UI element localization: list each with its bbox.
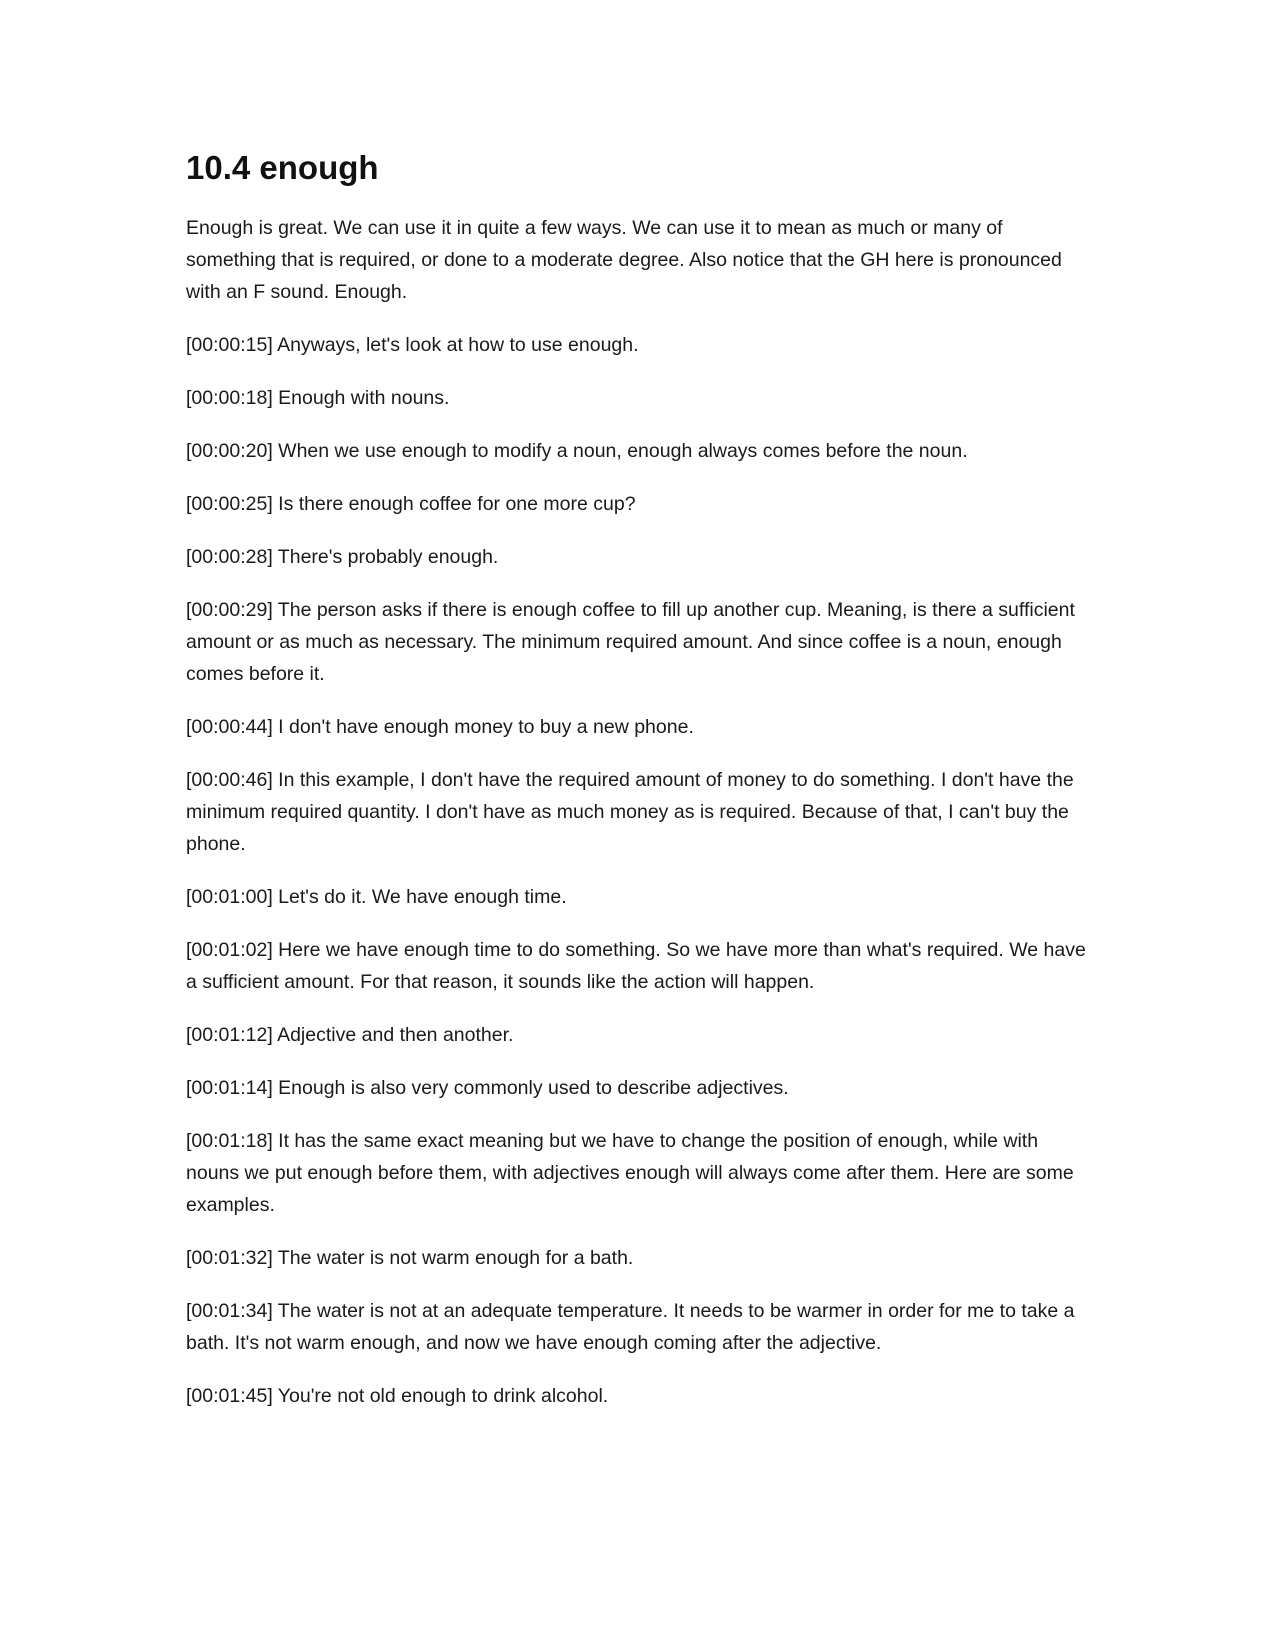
transcript-line: [00:01:14] Enough is also very commonly used to describe adjectives. (186, 1076, 789, 1099)
transcript-line: [00:01:00] Let's do it. We have enough time. (186, 885, 567, 908)
transcript-line: [00:01:45] You're not old enough to drink alcohol. (186, 1384, 609, 1407)
document-page (186, 148, 1091, 1433)
intro-paragraph: Enough is great. We can use it in quite a few ways. We can use it to mean as much or many of something that is required, or done to a moderate degree. Also notice that the GH here is pronounced with an F sound. Enough. (186, 216, 1062, 303)
transcript-line: [00:00:29] The person asks if there is enough coffee to fill up another cup. Meaning, is there a sufficient amount or as much as necessary. The minimum required amount. And since coffee is a noun, enough comes before it. (186, 598, 1075, 685)
transcript-line: [00:00:15] Anyways, let's look at how to use enough. (186, 333, 639, 356)
transcript-line: [00:01:18] It has the same exact meaning but we have to change the position of enough, while with nouns we put enough before them, with adjectives enough will always come after them. Here are some examples. (186, 1129, 1074, 1216)
transcript-line: [00:00:18] Enough with nouns. (186, 386, 450, 409)
transcript-line: [00:01:12] Adjective and then another. (186, 1023, 514, 1046)
transcript-line: [00:01:34] The water is not at an adequate temperature. It needs to be warmer in order for me to take a bath. It's not warm enough, and now we have enough coming after the adjective. (186, 1299, 1075, 1354)
transcript-line: [00:00:28] There's probably enough. (186, 545, 499, 568)
page-title: 10.4 enough (186, 149, 379, 186)
transcript-line: [00:00:25] Is there enough coffee for one more cup? (186, 492, 636, 515)
transcript-line: [00:00:20] When we use enough to modify a noun, enough always comes before the noun. (186, 439, 968, 462)
transcript-line: [00:01:32] The water is not warm enough for a bath. (186, 1246, 634, 1269)
transcript-line: [00:00:44] I don't have enough money to buy a new phone. (186, 715, 694, 738)
transcript-line: [00:01:02] Here we have enough time to do something. So we have more than what's required. We have a sufficient amount. For that reason, it sounds like the action will happen. (186, 938, 1086, 993)
transcript-line: [00:00:46] In this example, I don't have the required amount of money to do something. I don't have the minimum required quantity. I don't have as much money as is required. Because of that, I can't buy the phone. (186, 768, 1074, 855)
